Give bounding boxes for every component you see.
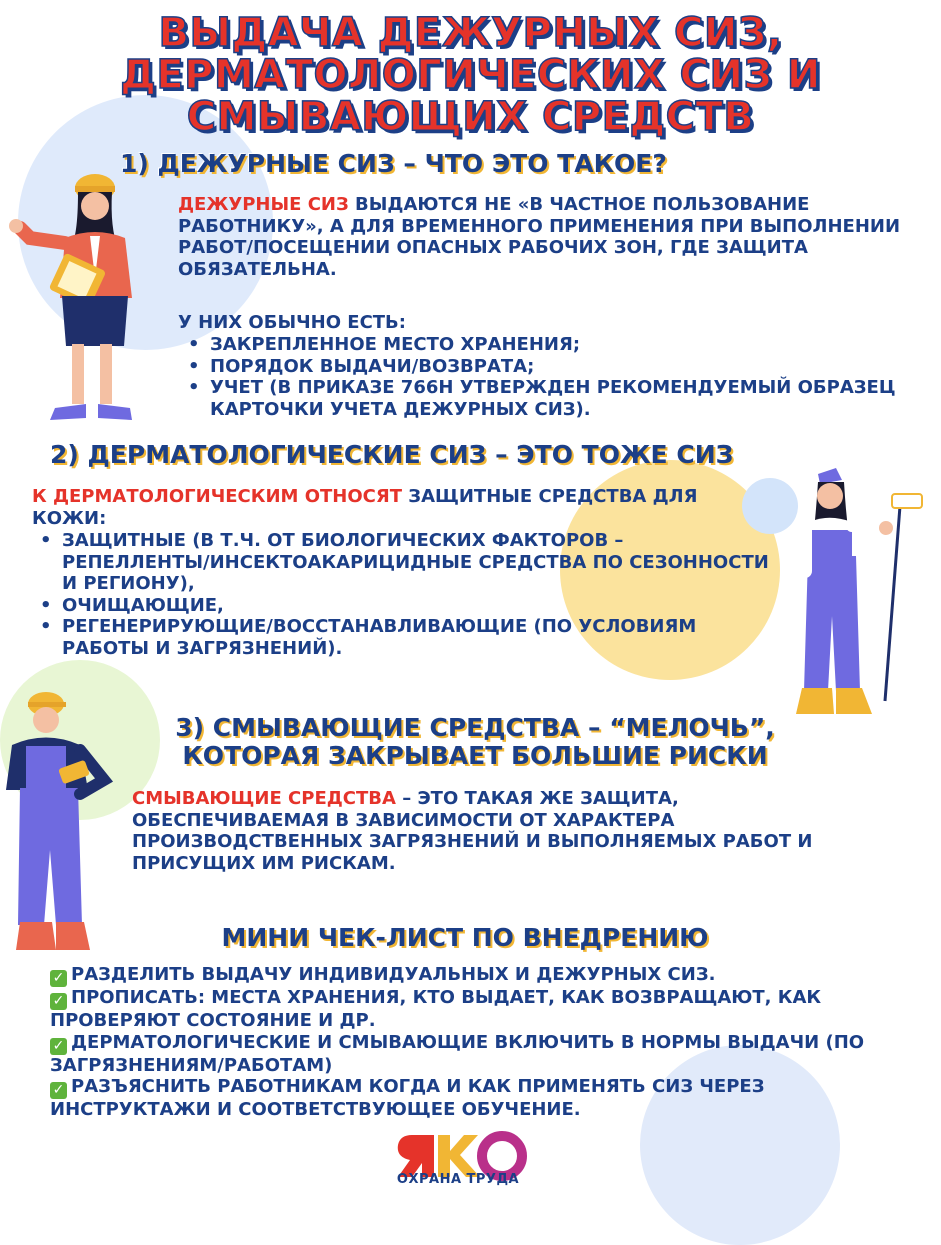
checklist [50,964,910,1121]
section3-lead-highlight: СМЫВАЮЩИЕ СРЕДСТВА [132,788,396,809]
section3-heading-line-2: КОТОРАЯ ЗАКРЫВАЕТ БОЛЬШИЕ РИСКИ [182,741,768,770]
checklist-item-text: РАЗЪЯСНИТЬ РАБОТНИКАМ КОГДА И КАК ПРИМЕНЯТЬ СИЗ ЧЕРЕЗ ИНСТРУКТАЖИ И СООТВЕТСТВУЮЩЕЕ ОБУЧЕНИЕ. [50,1076,765,1120]
logo-caption: ОХРАНА ТРУДА [396,1172,520,1187]
section3-heading-line-1: 3) СМЫВАЮЩИЕ СРЕДСТВА – “МЕЛОЧЬ”, [175,713,775,742]
checklist-item [50,964,910,987]
list-item: • УЧЕТ (В ПРИКАЗЕ 766Н УТВЕРЖДЕН РЕКОМЕНДУЕМЫЙ ОБРАЗЕЦ КАРТОЧКИ УЧЕТА ДЕЖУРНЫХ СИЗ). [210,377,941,420]
check-mark-icon: ✓ [50,970,67,987]
checklist-item [50,1032,910,1077]
list-item: • ОЧИЩАЮЩИЕ, [62,595,777,617]
section2-lead-text: ЗАЩИТНЫЕ СРЕДСТВА ДЛЯ КОЖИ: [32,486,698,529]
list-item: • ЗАЩИТНЫЕ (В Т.Ч. ОТ БИОЛОГИЧЕСКИХ ФАКТОРОВ – РЕПЕЛЛЕНТЫ/ИНСЕКТОАКАРИЦИДНЫЕ СРЕДСТВА ПО СЕЗОННОСТИ И РЕГИОНУ), [62,530,777,595]
painter-worker-illustration [790,466,930,721]
section1-list-intro: У НИХ ОБЫЧНО ЕСТЬ: [178,312,406,333]
section3-lead-text: – ЭТО ТАКАЯ ЖЕ ЗАЩИТА, ОБЕСПЕЧИВАЕМАЯ В ЗАВИСИМОСТИ ОТ ХАРАКТЕРА ПРОИЗВОДСТВЕННЫХ ЗАГРЯЗНЕНИЙ И ВЫПОЛНЯЕМЫХ РАБОТ И ПРИСУЩИХ ИМ РИСКАМ. [132,788,813,874]
section1-lead-highlight: ДЕЖУРНЫЕ СИЗ [178,194,349,215]
section2-lead-highlight: К ДЕРМАТОЛОГИЧЕСКИМ ОТНОСЯТ [32,486,403,507]
checklist-item-text: РАЗДЕЛИТЬ ВЫДАЧУ ИНДИВИДУАЛЬНЫХ И ДЕЖУРНЫХ СИЗ. [71,964,716,985]
section2-lead [32,486,712,529]
section2-heading: 2) ДЕРМАТОЛОГИЧЕСКИЕ СИЗ – ЭТО ТОЖЕ СИЗ [50,440,734,469]
section1-lead-text: ВЫДАЮТСЯ НЕ «В ЧАСТНОЕ ПОЛЬЗОВАНИЕ РАБОТНИКУ», А ДЛЯ ВРЕМЕННОГО ПРИМЕНЕНИЯ ПРИ ВЫПОЛНЕНИИ РАБОТ/ПОСЕЩЕНИИ ОПАСНЫХ РАБОЧИХ ЗОН, ГДЕ ЗАЩИТА ОБЯЗАТЕЛЬНА. [178,194,901,280]
list-item: • ПОРЯДОК ВЫДАЧИ/ВОЗВРАТА; [210,356,941,378]
title-line-3: СМЫВАЮЩИХ СРЕДСТВ [186,94,755,140]
check-mark-icon: ✓ [50,1082,67,1099]
section1-heading: 1) ДЕЖУРНЫЕ СИЗ – ЧТО ЭТО ТАКОЕ? [120,149,667,178]
check-mark-icon: ✓ [50,1038,67,1055]
title-line-2: ДЕРМАТОЛОГИЧЕСКИХ СИЗ И [120,52,821,98]
title-line-1: ВЫДАЧА ДЕЖУРНЫХ СИЗ, [158,10,783,56]
section3-lead [132,788,852,874]
section2-list [32,530,777,659]
section1-lead [178,194,918,280]
section3-heading [95,714,855,770]
checklist-item [50,1076,910,1121]
checklist-item [50,987,910,1032]
checklist-item-text: ДЕРМАТОЛОГИЧЕСКИЕ И СМЫВАЮЩИЕ ВКЛЮЧИТЬ В НОРМЫ ВЫДАЧИ (ПО ЗАГРЯЗНЕНИЯМ/РАБОТАМ) [50,1031,865,1076]
checklist-heading: МИНИ ЧЕК-ЛИСТ ПО ВНЕДРЕНИЮ [221,923,709,952]
list-item: • РЕГЕНЕРИРУЮЩИЕ/ВОССТАНАВЛИВАЮЩИЕ (ПО УСЛОВИЯМ РАБОТЫ И ЗАГРЯЗНЕНИЙ). [62,616,777,659]
worker-with-clipboard-illustration [0,168,175,433]
page-title [0,12,941,138]
check-mark-icon: ✓ [50,993,67,1010]
section1-list [180,334,941,420]
checklist-item-text: ПРОПИСАТЬ: МЕСТА ХРАНЕНИЯ, КТО ВЫДАЕТ, КАК ВОЗВРАЩАЮТ, КАК ПРОВЕРЯЮТ СОСТОЯНИЕ И ДР. [50,987,822,1031]
list-item: • ЗАКРЕПЛЕННОЕ МЕСТО ХРАНЕНИЯ; [210,334,941,356]
